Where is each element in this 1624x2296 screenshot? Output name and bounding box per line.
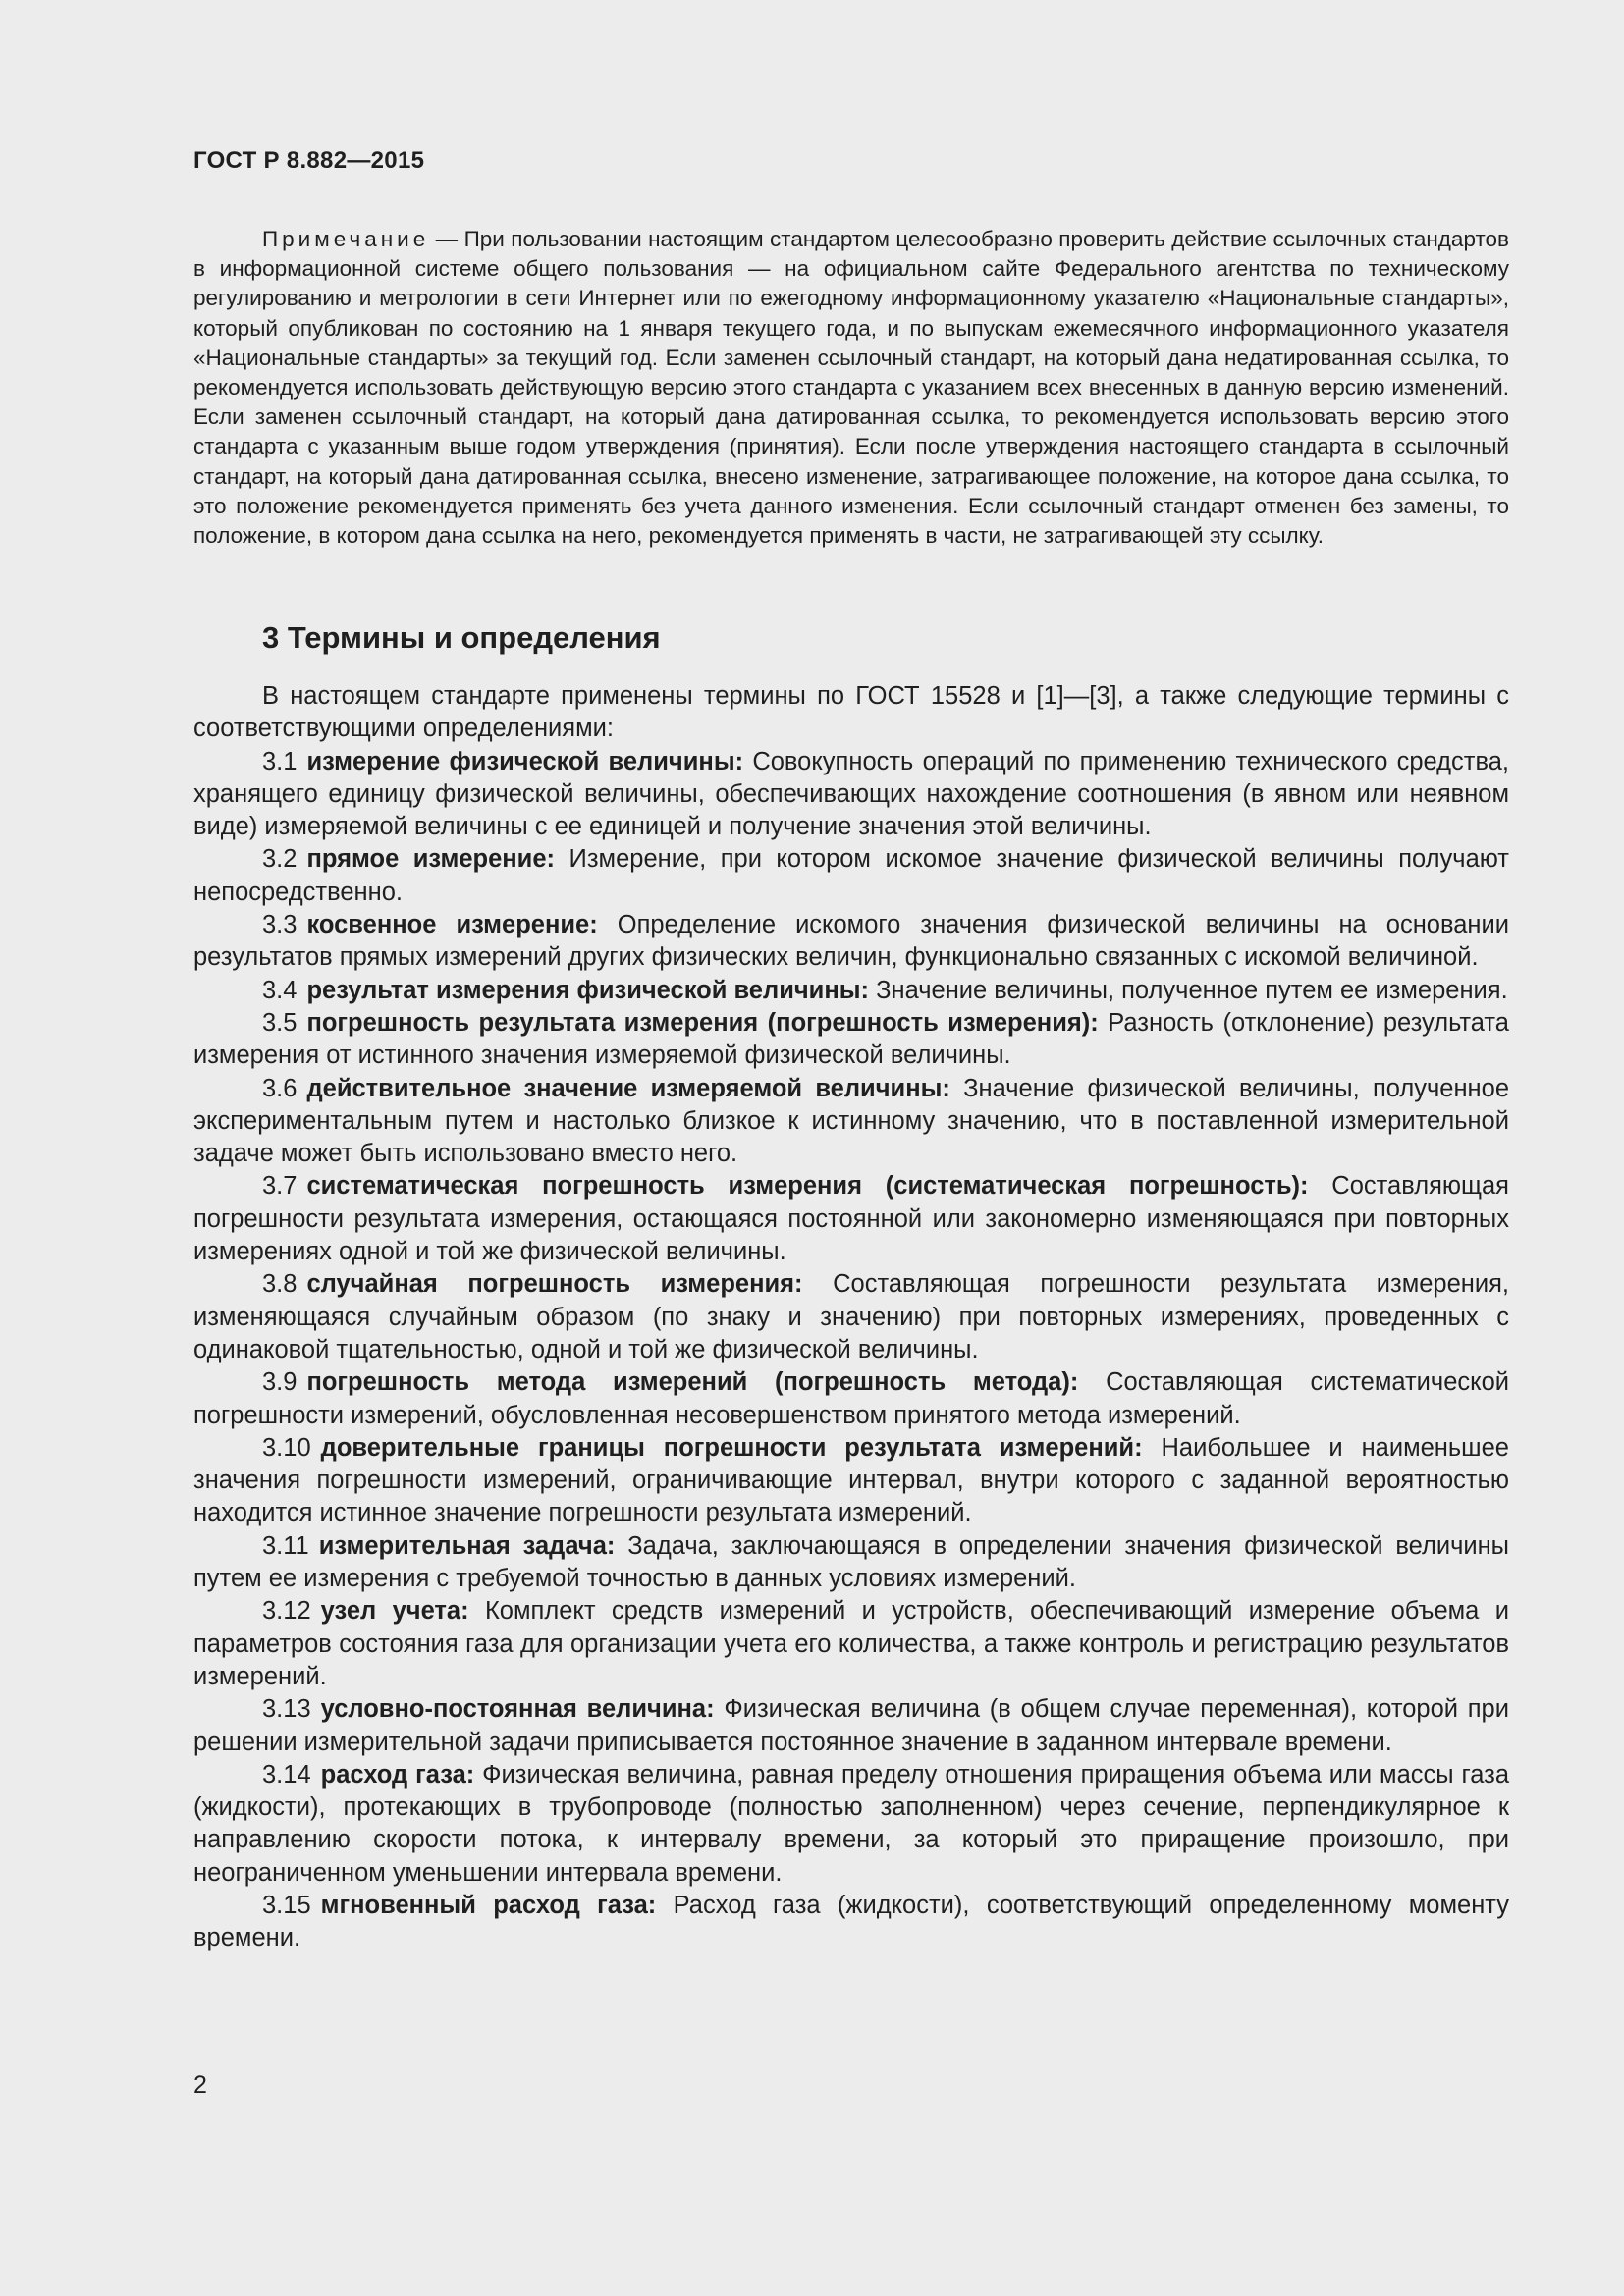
term-item	[193, 1759, 1509, 1890]
term-number: 3.10	[262, 1433, 311, 1462]
term-name: погрешность метода измерений (погрешность метода):	[306, 1368, 1079, 1397]
term-number: 3.15	[262, 1891, 311, 1919]
document-header: ГОСТ Р 8.882—2015	[193, 147, 425, 174]
term-name: результат измерения физической величины:	[306, 976, 870, 1004]
section-title: 3 Термины и определения	[262, 620, 661, 655]
term-item	[193, 843, 1509, 909]
term-definition: Разность (отклонение) результата измерения от истинного значения измеряемой физической величины.	[193, 1008, 1509, 1070]
term-name: условно-постоянная величина:	[320, 1695, 715, 1724]
term-definition: Расход газа (жидкости), соответствующий определенному моменту времени.	[193, 1891, 1509, 1952]
term-number: 3.5	[262, 1008, 298, 1037]
term-name: случайная погрешность измерения:	[306, 1270, 803, 1299]
term-number: 3.14	[262, 1760, 311, 1789]
term-name: действительное значение измеряемой величины:	[306, 1074, 950, 1102]
term-number: 3.12	[262, 1597, 311, 1626]
term-number: 3.11	[262, 1531, 309, 1560]
term-item	[193, 909, 1509, 975]
term-name: прямое измерение:	[306, 845, 556, 874]
term-item	[193, 1366, 1509, 1432]
term-definition: Значение величины, полученное путем ее измерения.	[869, 976, 1508, 1004]
term-item	[193, 1007, 1509, 1073]
term-number: 3.13	[262, 1695, 311, 1724]
term-item	[193, 1268, 1509, 1366]
term-definition: Определение искомого значения физической величины на основании результатов прямых измерений других физических величин, функционально связанных с искомой величиной.	[193, 911, 1509, 972]
term-number: 3.4	[262, 976, 298, 1004]
term-definition: Комплект средств измерений и устройств, обеспечивающий измерение объема и параметров состояния газа для организации учета его количества, а также контроль и регистрацию результатов измерений.	[193, 1597, 1509, 1690]
terms-list	[193, 680, 1509, 1955]
term-name: систематическая погрешность измерения (систематическая погрешность):	[306, 1172, 1309, 1201]
term-item	[193, 1530, 1509, 1596]
term-number: 3.8	[262, 1270, 298, 1299]
term-item	[193, 1073, 1509, 1171]
term-item	[193, 1890, 1509, 1955]
term-definition: Составляющая погрешности результата измерения, изменяющаяся случайным образом (по знаку и значению) при повторных измерениях, проведенных с одинаковой тщательностью, одной и той же физической величины.	[193, 1270, 1509, 1363]
term-definition: Совокупность операций по применению технического средства, хранящего единицу физической величины, обеспечивающих нахождение соотношения (в явном или неявном виде) измеряемой величины с ее единицей и получение значения этой величины.	[193, 747, 1509, 841]
term-definition: Физическая величина (в общем случае переменная), которой при решении измерительной задачи приписывается постоянное значение в заданном интервале времени.	[193, 1695, 1509, 1756]
term-name: доверительные границы погрешности результата измерений:	[320, 1433, 1143, 1462]
term-name: измерительная задача:	[318, 1531, 616, 1560]
term-name: узел учета:	[320, 1597, 469, 1626]
page-number: 2	[193, 2071, 207, 2099]
term-item	[193, 1595, 1509, 1693]
term-item	[193, 1170, 1509, 1268]
term-name: мгновенный расход газа:	[320, 1891, 657, 1919]
note-label: Примечание	[262, 227, 430, 251]
note-paragraph	[193, 225, 1509, 551]
term-item	[193, 746, 1509, 844]
term-number: 3.1	[262, 747, 298, 775]
term-definition: Измерение, при котором искомое значение физической величины получают непосредственно.	[193, 845, 1509, 906]
term-number: 3.6	[262, 1074, 298, 1102]
term-definition: Физическая величина, равная пределу отношения приращения объема или массы газа (жидкости), протекающих в трубопроводе (полностью заполненном) через сечение, перпендикулярное к направлению скорости потока, к интервалу времени, за который это приращение произошло, при неограниченном уменьшении интервала времени.	[193, 1760, 1510, 1887]
reference-note	[193, 225, 1509, 551]
term-definition: Задача, заключающаяся в определении значения физической величины путем ее измерения с требуемой точностью в данных условиях измерений.	[193, 1531, 1510, 1593]
section-intro: В настоящем стандарте применены термины по ГОСТ 15528 и [1]—[3], а также следующие термины с соответствующими определениями:	[193, 682, 1509, 743]
note-text: — При пользовании настоящим стандартом целесообразно проверить действие ссылочных стандартов в информационной системе общего пользования — на официальном сайте Федерального агентства по техническому регулированию и метрологии в сети Интернет или по ежегодному информационному указателю «Национальные стандарты», который опубликован по состоянию на 1 января текущего года, и по выпускам ежемесячного информационного указателя «Национальные стандарты» за текущий год. Если заменен ссылочный стандарт, на который дана недатированная ссылка, то рекомендуется использовать действующую версию этого стандарта с указанием всех внесенных в данную версию изменений. Если заменен ссылочный стандарт, на который дана датированная ссылка, то рекомендуется использовать версию этого стандарта с указанным выше годом утверждения (принятия). Если после утверждения настоящего стандарта в ссылочный стандарт, на который дана датированная ссылка, внесено изменение, затрагивающее положение, на которое дана ссылка, то это положение рекомендуется применять без учета данного изменения. Если ссылочный стандарт отменен без замены, то положение, в котором дана ссылка на него, рекомендуется применять в части, не затрагивающей эту ссылку.	[193, 227, 1509, 549]
term-number: 3.3	[262, 911, 298, 939]
term-number: 3.2	[262, 845, 298, 874]
term-item	[193, 1693, 1509, 1759]
term-definition: Наибольшее и наименьшее значения погрешности измерений, ограничивающие интервал, внутри которого с заданной вероятностью находится истинное значение погрешности результата измерений.	[193, 1433, 1509, 1527]
term-number: 3.9	[262, 1368, 298, 1397]
term-item	[193, 975, 1509, 1007]
term-definition: Значение физической величины, полученное экспериментальным путем и настолько близкое к истинному значению, что в поставленной измерительной задаче может быть использовано вместо него.	[193, 1074, 1509, 1168]
term-number: 3.7	[262, 1172, 298, 1201]
term-name: косвенное измерение:	[306, 911, 598, 939]
term-name: измерение физической величины:	[306, 747, 744, 775]
term-name: погрешность результата измерения (погрешность измерения):	[306, 1008, 1099, 1037]
term-definition: Составляющая погрешности результата измерения, остающаяся постоянной или закономерно изменяющаяся при повторных измерениях одной и той же физической величины.	[193, 1172, 1509, 1266]
term-name: расход газа:	[320, 1760, 475, 1789]
term-item	[193, 1432, 1509, 1530]
term-definition: Составляющая систематической погрешности измерений, обусловленная несовершенством принятого метода измерений.	[193, 1368, 1509, 1429]
